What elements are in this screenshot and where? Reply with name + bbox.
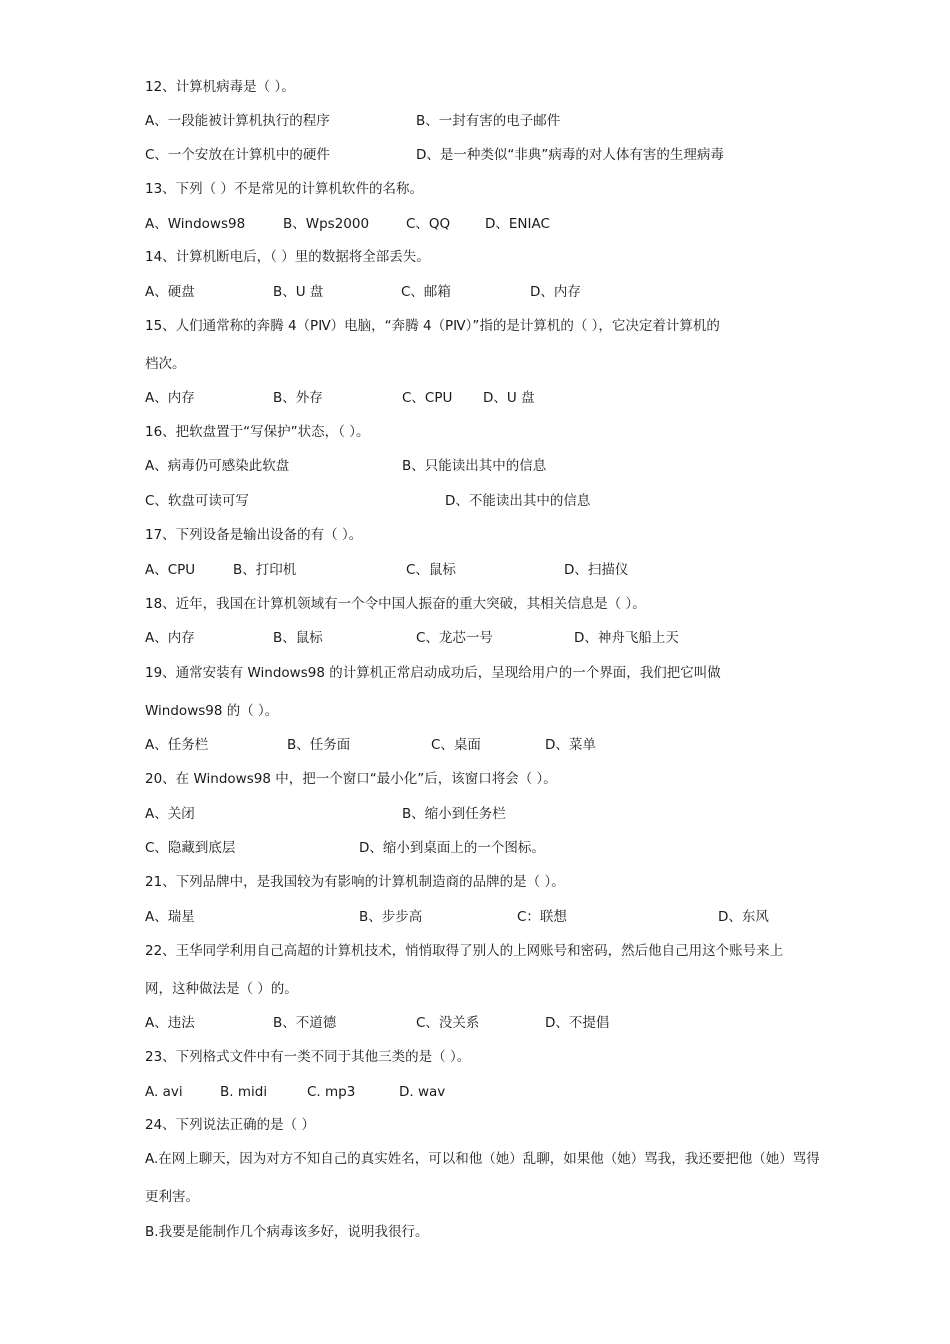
- option-a: A、病毒仍可感染此软盘: [145, 458, 290, 474]
- option-a: A、内存: [145, 390, 195, 406]
- option-c: C. mp3: [307, 1084, 356, 1100]
- question-24-option-a-continued: 更利害。: [145, 1189, 199, 1205]
- option-c: C、桌面: [431, 737, 481, 753]
- option-c: C、没关系: [416, 1015, 480, 1031]
- option-d: D、内存: [530, 284, 581, 300]
- question-19-line-2: Windows98 的（ ）。: [145, 703, 279, 719]
- option-d: D、ENIAC: [485, 216, 550, 232]
- option-b: B、Wps2000: [283, 216, 370, 232]
- question-15-line-2: 档次。: [145, 356, 186, 372]
- option-d: D、U 盘: [483, 390, 535, 406]
- option-b: B、外存: [273, 390, 323, 406]
- option-b: B、不道德: [273, 1015, 337, 1031]
- option-d: D、不能读出其中的信息: [445, 493, 591, 509]
- question-15-line-1: 15、人们通常称的奔腾 4（PⅣ）电脑，“奔腾 4（PⅣ）”指的是计算机的（ ），它决定着计算机的: [145, 318, 720, 334]
- option-d: D、东风: [718, 909, 769, 925]
- option-a: A、硬盘: [145, 284, 195, 300]
- option-c: C：联想: [517, 909, 567, 925]
- option-b: B、打印机: [233, 562, 297, 578]
- option-c: C、CPU: [402, 390, 453, 406]
- option-a: A、违法: [145, 1015, 195, 1031]
- option-b: B、缩小到任务栏: [402, 806, 506, 822]
- option-d: D、菜单: [545, 737, 596, 753]
- option-c: C、QQ: [406, 216, 451, 232]
- option-a: A、CPU: [145, 562, 196, 578]
- option-b: B、只能读出其中的信息: [402, 458, 547, 474]
- option-d: D、缩小到桌面上的一个图标。: [359, 840, 545, 856]
- option-b: B、一封有害的电子邮件: [416, 113, 561, 129]
- option-a: A、内存: [145, 630, 195, 646]
- question-21: 21、下列品牌中，是我国较为有影响的计算机制造商的品牌的是（ ）。: [145, 874, 565, 890]
- question-16: 16、把软盘置于“写保护”状态，（ ）。: [145, 424, 370, 440]
- question-23: 23、下列格式文件中有一类不同于其他三类的是（ ）。: [145, 1049, 471, 1065]
- option-d: D. wav: [399, 1084, 446, 1100]
- option-a: A、Windows98: [145, 216, 246, 232]
- option-a: A、瑞星: [145, 909, 195, 925]
- question-12: 12、计算机病毒是（ ）。: [145, 79, 295, 95]
- option-b: B、鼠标: [273, 630, 323, 646]
- option-d: D、神舟飞船上天: [574, 630, 679, 646]
- option-a: A、一段能被计算机执行的程序: [145, 113, 330, 129]
- question-22-line-1: 22、王华同学利用自己高超的计算机技术，悄悄取得了别人的上网账号和密码，然后他自己用这个账号来上: [145, 943, 784, 959]
- question-22-line-2: 网，这种做法是（ ）的。: [145, 981, 298, 997]
- question-20: 20、在 Windows98 中，把一个窗口“最小化”后，该窗口将会（ ）。: [145, 771, 557, 787]
- option-b: B. midi: [220, 1084, 268, 1100]
- question-14: 14、计算机断电后，（ ）里的数据将全部丢失。: [145, 249, 430, 265]
- option-b: B、任务面: [287, 737, 351, 753]
- option-b: B、步步高: [359, 909, 423, 925]
- question-19-line-1: 19、通常安装有 Windows98 的计算机正常启动成功后，呈现给用户的一个界面，我们把它叫做: [145, 665, 721, 681]
- option-d: D、是一种类似“非典”病毒的对人体有害的生理病毒: [416, 147, 724, 163]
- option-a: A. avi: [145, 1084, 183, 1100]
- option-c: C、鼠标: [406, 562, 456, 578]
- question-13: 13、下列（ ）不是常见的计算机软件的名称。: [145, 181, 423, 197]
- question-24: 24、下列说法正确的是（ ）: [145, 1117, 315, 1133]
- question-18: 18、近年，我国在计算机领域有一个令中国人振奋的重大突破，其相关信息是（ ）。: [145, 596, 646, 612]
- option-b: B、U 盘: [273, 284, 324, 300]
- option-d: D、不提倡: [545, 1015, 610, 1031]
- option-c: C、邮箱: [401, 284, 451, 300]
- option-c: C、软盘可读可写: [145, 493, 249, 509]
- option-c: C、一个安放在计算机中的硬件: [145, 147, 330, 163]
- option-c: C、隐藏到底层: [145, 840, 236, 856]
- option-c: C、龙芯一号: [416, 630, 493, 646]
- option-a: A、任务栏: [145, 737, 209, 753]
- question-17: 17、下列设备是输出设备的有（ ）。: [145, 527, 363, 543]
- question-24-option-b: B.我要是能制作几个病毒该多好，说明我很行。: [145, 1224, 429, 1240]
- option-d: D、扫描仪: [564, 562, 629, 578]
- option-a: A、关闭: [145, 806, 195, 822]
- question-24-option-a: A.在网上聊天，因为对方不知自己的真实姓名，可以和他（她）乱聊，如果他（她）骂我，我还要把他（她）骂得: [145, 1151, 820, 1167]
